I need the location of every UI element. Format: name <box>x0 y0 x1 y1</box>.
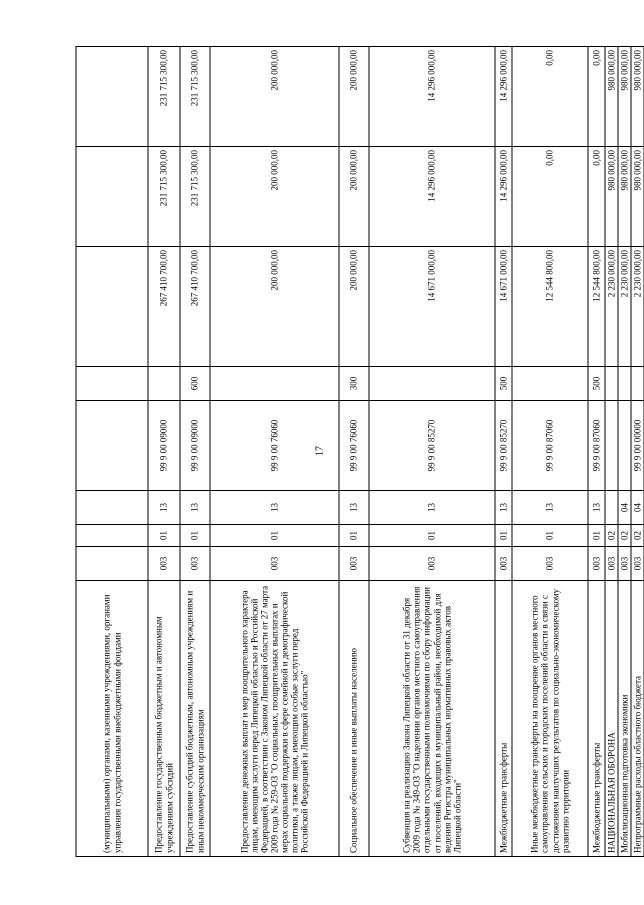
subsection-code-cell: 13 <box>180 491 210 525</box>
department-code-cell: 003 <box>605 547 618 581</box>
department-code-cell: 003 <box>618 547 631 581</box>
subsection-code-cell: 04 <box>618 491 631 525</box>
amount-year2-cell: 231 715 300,00 <box>148 147 180 247</box>
amount-year3-cell: 14 296 000,00 <box>369 47 495 147</box>
department-code-cell: 003 <box>495 547 512 581</box>
target-article-cell: 99 9 00 85270 <box>369 401 495 491</box>
item-name-cell: Субвенция на реализацию Закона Липецкой области от 31 декабря 2009 года № 349-ОЗ "О наделении органов местного самоуправления отдельными государственными полномочиями по сбору информации от поселений, входящих в муниципальный район, необходимой для ведения Регистра муниципальных нормативных правовых актов Липецкой области" <box>369 581 495 857</box>
subsection-code-cell: 13 <box>495 491 512 525</box>
section-code-cell: 01 <box>369 525 495 547</box>
amount-year3-cell: 231 715 300,00 <box>148 47 180 147</box>
subsection-code-cell <box>76 491 148 525</box>
amount-year1-cell: 267 410 700,00 <box>180 247 210 367</box>
table-row <box>512 47 588 857</box>
item-name-cell: Мобилизационная подготовка экономики <box>618 581 631 857</box>
amount-year1-cell: 267 410 700,00 <box>148 247 180 367</box>
table-row <box>148 47 180 857</box>
amount-year2-cell <box>76 147 148 247</box>
amount-year1-cell: 14 671 000,00 <box>369 247 495 367</box>
department-code-cell: 003 <box>148 547 180 581</box>
table-row <box>180 47 210 857</box>
amount-year2-cell: 200 000,00 <box>339 147 369 247</box>
subsection-code-cell: 13 <box>148 491 180 525</box>
amount-year3-cell: 0,00 <box>512 47 588 147</box>
subsection-code-cell: 13 <box>512 491 588 525</box>
target-article-cell: 99 9 00 09000 <box>180 401 210 491</box>
table-frame <box>75 47 643 857</box>
target-article-cell: 99 9 00 09000 <box>148 401 180 491</box>
department-code-cell: 003 <box>210 547 339 581</box>
department-code-cell: 003 <box>588 547 605 581</box>
target-article-cell: 99 9 00 76060 <box>210 401 339 491</box>
target-article-cell: 99 9 00 00000 <box>631 401 644 491</box>
item-name-cell: Межбюджетные трансферты <box>495 581 512 857</box>
amount-year3-cell: 200 000,00 <box>339 47 369 147</box>
amount-year2-cell: 980 000,00 <box>631 147 644 247</box>
section-code-cell: 01 <box>210 525 339 547</box>
department-code-cell: 003 <box>339 547 369 581</box>
table-row <box>631 47 644 857</box>
item-name-cell: Предоставление государственным бюджетным и автономным учреждениям субсидий <box>148 581 180 857</box>
section-code-cell: 01 <box>148 525 180 547</box>
expense-type-cell <box>605 367 618 401</box>
amount-year3-cell: 231 715 300,00 <box>180 47 210 147</box>
amount-year3-cell: 0,00 <box>588 47 605 147</box>
amount-year2-cell: 14 296 000,00 <box>495 147 512 247</box>
amount-year1-cell: 2 230 000,00 <box>631 247 644 367</box>
amount-year2-cell: 0,00 <box>588 147 605 247</box>
expense-type-cell: 500 <box>588 367 605 401</box>
expense-type-cell: 300 <box>339 367 369 401</box>
amount-year3-cell: 980 000,00 <box>618 47 631 147</box>
department-code-cell <box>76 547 148 581</box>
section-code-cell <box>76 525 148 547</box>
expense-type-cell <box>512 367 588 401</box>
target-article-cell <box>76 401 148 491</box>
item-name-cell: Межбюджетные трансферты <box>588 581 605 857</box>
amount-year2-cell: 14 296 000,00 <box>369 147 495 247</box>
amount-year1-cell: 14 671 000,00 <box>495 247 512 367</box>
expense-type-cell <box>631 367 644 401</box>
item-name-cell: НАЦИОНАЛЬНАЯ ОБОРОНА <box>605 581 618 857</box>
section-code-cell: 01 <box>180 525 210 547</box>
expense-type-cell <box>369 367 495 401</box>
table-body <box>76 47 644 857</box>
amount-year3-cell: 980 000,00 <box>605 47 618 147</box>
department-code-cell: 003 <box>180 547 210 581</box>
department-code-cell: 003 <box>512 547 588 581</box>
section-code-cell: 02 <box>631 525 644 547</box>
subsection-code-cell: 13 <box>369 491 495 525</box>
table-row <box>495 47 512 857</box>
budget-table <box>75 46 644 857</box>
amount-year2-cell: 231 715 300,00 <box>180 147 210 247</box>
subsection-code-cell <box>605 491 618 525</box>
table-row <box>605 47 618 857</box>
target-article-cell: 99 9 00 87060 <box>512 401 588 491</box>
amount-year1-cell <box>76 247 148 367</box>
subsection-code-cell: 04 <box>631 491 644 525</box>
amount-year3-cell <box>76 47 148 147</box>
table-row <box>210 47 339 857</box>
amount-year1-cell: 200 000,00 <box>339 247 369 367</box>
target-article-cell: 99 9 00 76060 <box>339 401 369 491</box>
target-article-cell <box>618 401 631 491</box>
item-name-cell: Предоставление субсидий бюджетным, автономным учреждениям и иным некоммерческим организациям <box>180 581 210 857</box>
expense-type-cell <box>210 367 339 401</box>
subsection-code-cell: 13 <box>210 491 339 525</box>
section-code-cell: 02 <box>618 525 631 547</box>
amount-year1-cell: 12 544 800,00 <box>588 247 605 367</box>
item-name-cell: Социальное обеспечение и иные выплаты населению <box>339 581 369 857</box>
department-code-cell: 003 <box>369 547 495 581</box>
amount-year2-cell: 200 000,00 <box>210 147 339 247</box>
table-row <box>588 47 605 857</box>
target-article-cell: 99 9 00 87060 <box>588 401 605 491</box>
subsection-code-cell: 13 <box>588 491 605 525</box>
item-name-cell: Предоставление денежных выплат и мер поощрительного характера лицам, имеющим заслуги перед Липецкой областью и Российской Федерацией, в соответствии с Законом Липецкой области от 27 марта 2009 года № 259-ОЗ "О социальных, поощрительных выплатах и мерах социальной поддержки в сфере семейной и демографической политики, а также лицам, имеющим особые заслуги перед Российской Федерацией и Липецкой областью" <box>210 581 339 857</box>
section-code-cell: 01 <box>512 525 588 547</box>
target-article-cell: 99 9 00 85270 <box>495 401 512 491</box>
subsection-code-cell: 13 <box>339 491 369 525</box>
amount-year2-cell: 980 000,00 <box>605 147 618 247</box>
item-name-cell: Непрограммные расходы областного бюджета <box>631 581 644 857</box>
amount-year3-cell: 14 296 000,00 <box>495 47 512 147</box>
page-number: 17 <box>314 446 326 456</box>
amount-year1-cell: 2 230 000,00 <box>605 247 618 367</box>
amount-year3-cell: 980 000,00 <box>631 47 644 147</box>
expense-type-cell <box>76 367 148 401</box>
item-name-cell: Иные межбюджетные трансферты на поощрение органов местного самоуправления сельских и городских поселений области в связи с достижением наилучших результатов по социально-экономическому развитию территории <box>512 581 588 857</box>
item-name-cell: (муниципальными) органами, казенными учреждениями, органами управления государственными внебюджетными фондами <box>76 581 148 857</box>
amount-year2-cell: 980 000,00 <box>618 147 631 247</box>
amount-year2-cell: 0,00 <box>512 147 588 247</box>
amount-year1-cell: 2 230 000,00 <box>618 247 631 367</box>
target-article-cell <box>605 401 618 491</box>
expense-type-cell: 500 <box>495 367 512 401</box>
table-row <box>369 47 495 857</box>
amount-year3-cell: 200 000,00 <box>210 47 339 147</box>
amount-year1-cell: 12 544 800,00 <box>512 247 588 367</box>
expense-type-cell: 600 <box>180 367 210 401</box>
table-row <box>618 47 631 857</box>
amount-year1-cell: 200 000,00 <box>210 247 339 367</box>
section-code-cell: 01 <box>495 525 512 547</box>
section-code-cell: 02 <box>605 525 618 547</box>
expense-type-cell <box>148 367 180 401</box>
table-row <box>76 47 148 857</box>
expense-type-cell <box>618 367 631 401</box>
department-code-cell: 003 <box>631 547 644 581</box>
table-row <box>339 47 369 857</box>
section-code-cell: 01 <box>339 525 369 547</box>
section-code-cell: 01 <box>588 525 605 547</box>
